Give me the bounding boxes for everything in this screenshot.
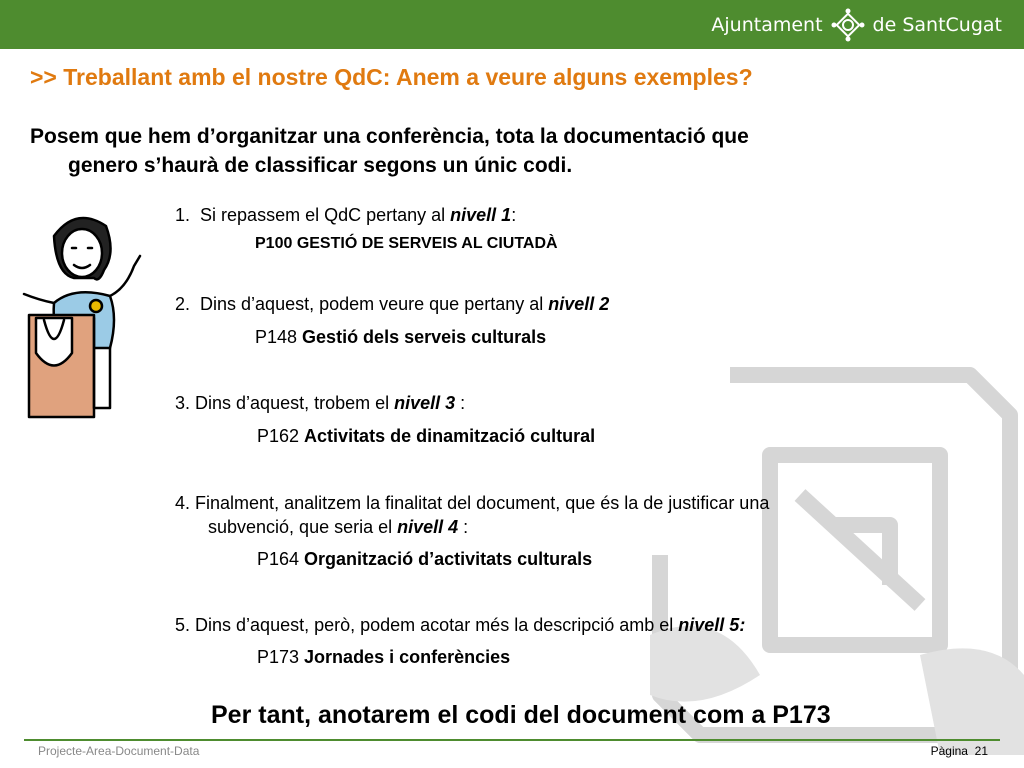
footer-project-label: Projecte-Area-Document-Data bbox=[38, 744, 200, 758]
speaker-at-podium-icon bbox=[14, 208, 149, 423]
list-item-3 bbox=[175, 393, 465, 414]
item-3-level: nivell 3 bbox=[394, 393, 456, 413]
item-2-number: 2. bbox=[175, 294, 191, 314]
item-2-desc: Gestió dels serveis culturals bbox=[302, 327, 547, 347]
item-2-text: Dins d’aquest, podem veure que pertany al bbox=[200, 294, 549, 314]
item-2-level: nivell 2 bbox=[548, 294, 610, 314]
item-5-code: P173 bbox=[257, 647, 305, 667]
item-5-number: 5. bbox=[175, 615, 191, 635]
item-3-suffix: : bbox=[455, 393, 466, 413]
item-1-number: 1. bbox=[175, 205, 191, 225]
intro-line-1: Posem que hem d’organitzar una conferència, tota la documentació que bbox=[30, 125, 749, 148]
list-item-5 bbox=[175, 615, 745, 636]
item-3-number: 3. bbox=[175, 393, 191, 413]
item-4-text: Finalment, analitzem la finalitat del document, que és la de justificar una bbox=[195, 493, 770, 513]
item-1-desc: P100 GESTIÓ DE SERVEIS AL CIUTADÀ bbox=[255, 235, 558, 252]
item-5-code-line bbox=[257, 647, 510, 668]
item-4-number: 4. bbox=[175, 493, 191, 513]
item-4-code-line bbox=[257, 549, 592, 570]
item-4-suffix: : bbox=[458, 517, 469, 537]
item-1-level: nivell 1 bbox=[450, 205, 512, 225]
item-4-code: P164 bbox=[257, 549, 305, 569]
item-4-text2: subvenció, que seria el bbox=[208, 517, 398, 537]
list-item-1 bbox=[175, 205, 516, 226]
item-1-code bbox=[255, 235, 558, 253]
item-4-level: nivell 4 bbox=[397, 517, 459, 537]
list-item-4 bbox=[175, 493, 769, 514]
watermark-seal bbox=[640, 355, 1024, 755]
list-item-4-cont bbox=[208, 517, 468, 538]
city-seal-icon bbox=[831, 8, 865, 42]
footer-page-indicator bbox=[931, 744, 988, 758]
item-2-code-line bbox=[255, 327, 546, 348]
conclusion-text: Per tant, anotarem el codi del document com a P173 bbox=[211, 701, 831, 729]
item-3-desc: Activitats de dinamització cultural bbox=[304, 426, 596, 446]
item-1-suffix: : bbox=[511, 205, 517, 225]
item-2-code: P148 bbox=[255, 327, 303, 347]
header-bar bbox=[0, 0, 1024, 49]
brand-logo bbox=[711, 8, 1002, 42]
item-3-code-line bbox=[257, 426, 595, 447]
page-label: Pàgina bbox=[930, 744, 968, 758]
intro-paragraph bbox=[30, 122, 930, 180]
item-3-text: Dins d’aquest, trobem el bbox=[195, 393, 395, 413]
page-number: 21 bbox=[974, 744, 988, 758]
item-5-text: Dins d’aquest, però, podem acotar més la descripció amb el bbox=[195, 615, 679, 635]
brand-right-text: de SantCugat bbox=[872, 14, 1002, 36]
intro-line-2: genero s’haurà de classificar segons un únic codi. bbox=[68, 154, 573, 177]
brand-left-text: Ajuntament bbox=[711, 14, 823, 36]
item-4-desc: Organització d’activitats culturals bbox=[304, 549, 593, 569]
footer-divider bbox=[24, 739, 1000, 741]
item-3-code: P162 bbox=[257, 426, 305, 446]
item-5-level: nivell 5: bbox=[678, 615, 746, 635]
list-item-2 bbox=[175, 294, 609, 315]
slide-title: >> Treballant amb el nostre QdC: Anem a veure alguns exemples? bbox=[30, 64, 753, 90]
item-5-desc: Jornades i conferències bbox=[304, 647, 511, 667]
item-1-text: Si repassem el QdC pertany al bbox=[200, 205, 451, 225]
